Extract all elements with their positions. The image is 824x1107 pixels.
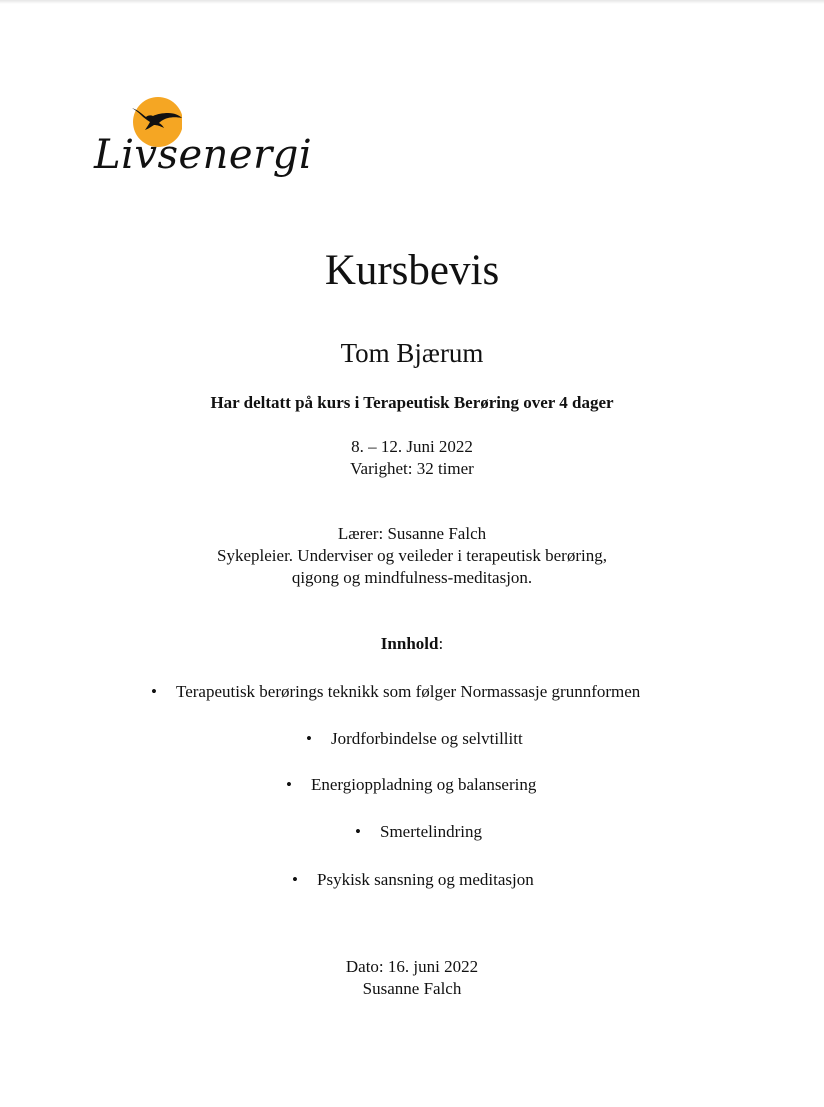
course-description: Har deltatt på kurs i Terapeutisk Berøring over 4 dager: [210, 393, 614, 412]
list-item-text: Smertelindring: [380, 822, 482, 841]
certificate-title: Kursbevis: [324, 247, 500, 294]
page-top-shadow: [0, 0, 824, 4]
list-item-text: Psykisk sansning og meditasjon: [317, 870, 534, 889]
issue-date: Dato: 16. juni 2022: [345, 957, 479, 976]
course-dates-block: [0, 436, 824, 480]
content-heading-label: Innhold: [380, 634, 439, 653]
signature-name: Susanne Falch: [362, 979, 462, 998]
teacher-block: [0, 523, 824, 589]
list-item-text: Energioppladning og balansering: [311, 775, 537, 794]
list-item-text: Jordforbindelse og selvtillitt: [331, 729, 523, 748]
course-dates: 8. – 12. Juni 2022: [351, 437, 473, 456]
list-item-text: Terapeutisk berørings teknikk som følger Normassasje grunnformen: [176, 682, 641, 701]
bullet-icon: •: [306, 729, 312, 748]
teacher-description-line1: Sykepleier. Underviser og veileder i terapeutisk berøring,: [217, 546, 607, 565]
bullet-icon: •: [286, 775, 292, 794]
recipient-name: Tom Bjærum: [340, 338, 484, 368]
course-duration: Varighet: 32 timer: [350, 459, 474, 478]
bullet-icon: •: [355, 822, 361, 841]
livsenergi-logo: [92, 92, 313, 202]
content-heading-colon: :: [438, 634, 444, 653]
brand-name: Livsenergi: [94, 132, 313, 178]
signature-block: [0, 956, 824, 1000]
teacher-description-line2: qigong og mindfulness-meditasjon.: [291, 568, 533, 587]
teacher-name: Lærer: Susanne Falch: [337, 524, 487, 543]
bullet-icon: •: [292, 870, 298, 889]
content-heading: [0, 633, 824, 655]
bullet-icon: •: [151, 682, 157, 701]
